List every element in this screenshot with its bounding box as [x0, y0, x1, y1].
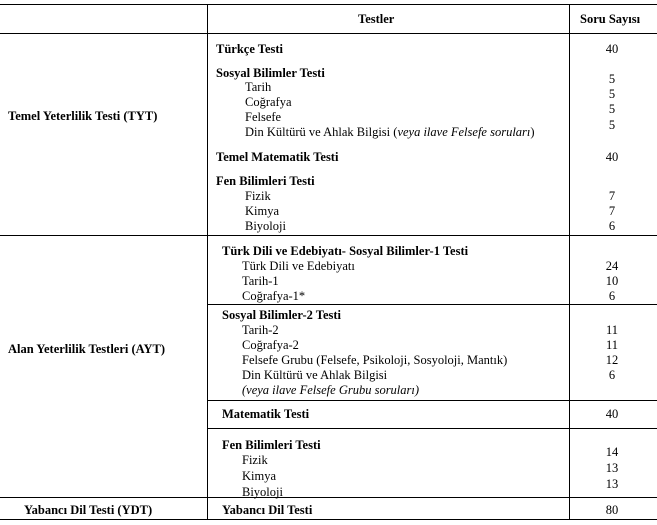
tyt-sosyal-item: Tarih [245, 80, 272, 94]
ayt-tde-count: 24 [605, 259, 619, 273]
ayt-sos2-item: Din Kültürü ve Ahlak Bilgisi [242, 368, 388, 382]
ayt-matematik-title: Matematik Testi [222, 407, 310, 421]
col-divider-2 [569, 4, 570, 520]
ayt-sos2-count: 6 [608, 368, 616, 382]
tyt-sosyal-count: 5 [608, 72, 616, 86]
tyt-fen-count: 7 [608, 204, 616, 218]
ayt-divider-3 [207, 428, 657, 429]
ayt-bottom-border [0, 497, 657, 498]
ayt-tde-item: Coğrafya-1* [242, 289, 306, 303]
ydt-label: Yabancı Dil Testi (YDT) [24, 503, 153, 517]
tyt-sosyal-count: 5 [608, 87, 616, 101]
ayt-divider-2 [207, 400, 657, 401]
tyt-sosyal-count: 5 [608, 102, 616, 116]
ayt-sos2-note: (veya ilave Felsefe Grubu soruları) [242, 383, 420, 397]
header-question-count: Soru Sayısı [580, 12, 641, 26]
ayt-fen-item: Kimya [242, 469, 277, 483]
tyt-din-label: Din Kültürü ve Ahlak Bilgisi ( [245, 125, 398, 139]
tyt-turkce-title: Türkçe Testi [216, 42, 284, 56]
tyt-sosyal-count: 5 [608, 118, 616, 132]
tyt-label: Temel Yeterlilik Testi (TYT) [8, 109, 158, 123]
tyt-din-note: veya ilave Felsefe soruları [397, 125, 531, 139]
tyt-fen-item: Fizik [245, 189, 271, 203]
ayt-sos2-count: 11 [605, 338, 619, 352]
table-top-border [0, 4, 657, 5]
tyt-din-tail: ) [530, 125, 535, 139]
ayt-sos2-title: Sosyal Bilimler-2 Testi [222, 308, 341, 322]
tyt-sosyal-title: Sosyal Bilimler Testi [216, 66, 325, 80]
table-bottom-border [0, 519, 657, 520]
ayt-label: Alan Yeterlilik Testleri (AYT) [8, 342, 166, 356]
ayt-tde-count: 10 [605, 274, 619, 288]
tyt-fen-item: Biyoloji [245, 219, 286, 233]
ayt-fen-count: 13 [605, 461, 619, 475]
tyt-fen-item: Kimya [245, 204, 280, 218]
tyt-fen-title: Fen Bilimleri Testi [216, 174, 315, 188]
ayt-tde-item: Tarih-1 [242, 274, 279, 288]
tyt-sosyal-item: Felsefe [245, 110, 282, 124]
ayt-sos2-item: Felsefe Grubu (Felsefe, Psikoloji, Sosyoloji, Mantık) [242, 353, 508, 367]
ayt-fen-count: 14 [605, 445, 619, 459]
ayt-divider-1 [207, 304, 657, 305]
ydt-count: 80 [605, 503, 619, 517]
col-divider-1 [207, 4, 208, 520]
tyt-turkce-count: 40 [605, 42, 619, 56]
ayt-fen-item: Fizik [242, 453, 268, 467]
ayt-fen-count: 13 [605, 477, 619, 491]
tyt-sosyal-item [245, 125, 535, 139]
ayt-sos2-count: 12 [605, 353, 619, 367]
ayt-sos2-item: Coğrafya-2 [242, 338, 299, 352]
tyt-matematik-count: 40 [605, 150, 619, 164]
ayt-tde-count: 6 [608, 289, 616, 303]
header-bottom-border [0, 33, 657, 34]
tyt-fen-count: 6 [608, 219, 616, 233]
ayt-fen-item: Biyoloji [242, 485, 283, 499]
tyt-matematik-title: Temel Matematik Testi [216, 150, 339, 164]
ayt-sos2-count: 11 [605, 323, 619, 337]
ayt-tde-title: Türk Dili ve Edebiyatı- Sosyal Bilimler-1 Testi [222, 244, 469, 258]
tyt-fen-count: 7 [608, 189, 616, 203]
ayt-fen-title: Fen Bilimleri Testi [222, 438, 321, 452]
ayt-tde-item: Türk Dili ve Edebiyatı [242, 259, 355, 273]
header-tests: Testler [358, 12, 395, 26]
tyt-bottom-border [0, 235, 657, 236]
tyt-sosyal-item: Coğrafya [245, 95, 292, 109]
ayt-sos2-item: Tarih-2 [242, 323, 279, 337]
ayt-matematik-count: 40 [605, 407, 619, 421]
ydt-title: Yabancı Dil Testi [222, 503, 313, 517]
